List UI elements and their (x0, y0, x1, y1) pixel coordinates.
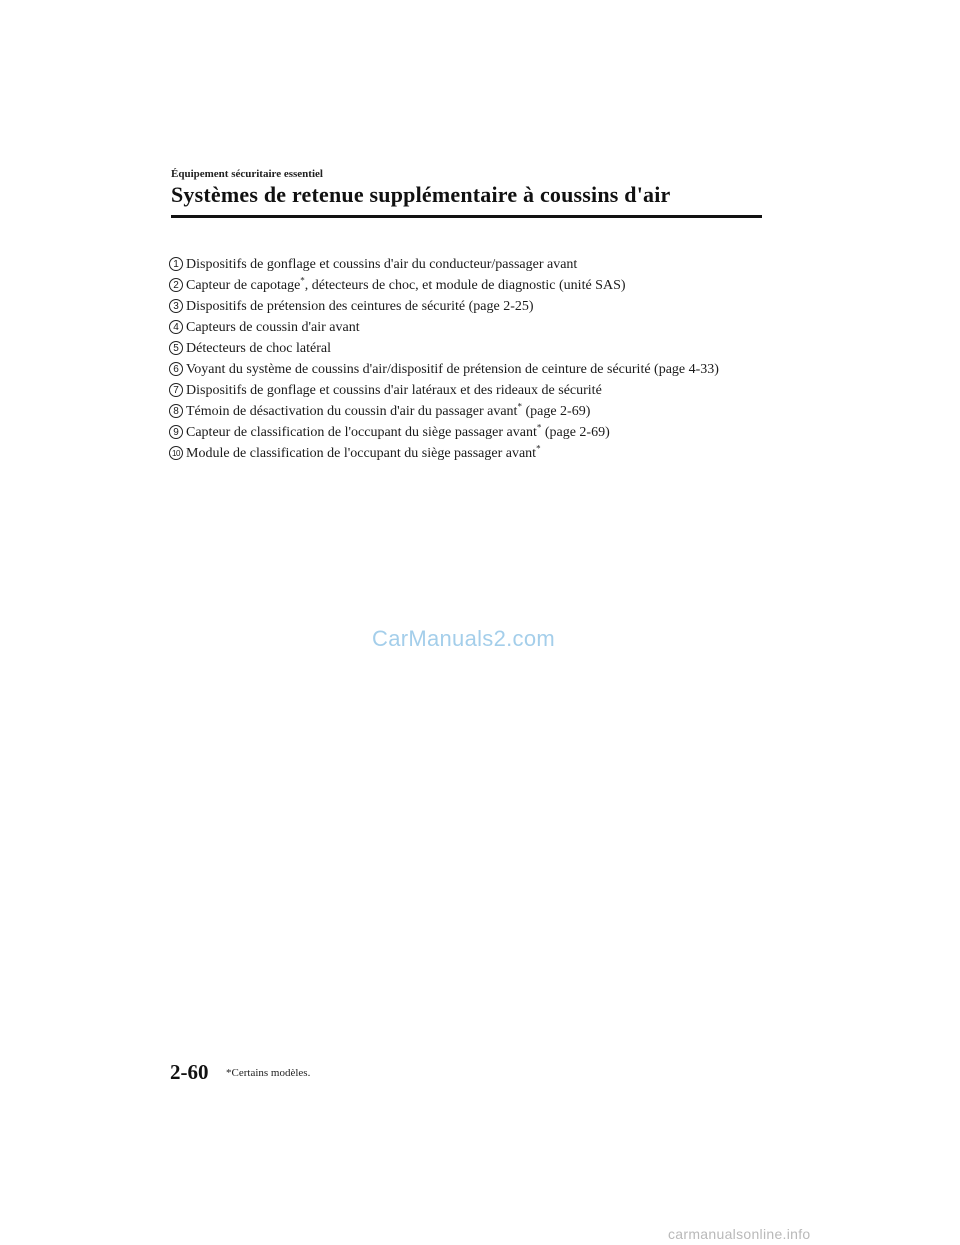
legend-item (169, 297, 764, 316)
circled-number-icon: 8 (169, 404, 183, 418)
watermark: CarManuals2.com (372, 626, 556, 651)
asterisk: * (536, 443, 541, 454)
legend-item (169, 381, 764, 400)
circled-number-icon: 4 (169, 320, 183, 334)
legend-item (169, 318, 764, 337)
legend-item (169, 276, 764, 295)
circled-number-icon: 5 (169, 341, 183, 355)
legend-item (169, 360, 764, 379)
legend-item (169, 423, 764, 442)
legend-text: Capteurs de coussin d'air avant (186, 320, 360, 335)
legend-item (169, 255, 764, 274)
legend-list (169, 255, 764, 465)
legend-text: Détecteurs de choc latéral (186, 341, 331, 356)
legend-text: Dispositifs de gonflage et coussins d'air latéraux et des rideaux de sécurité (186, 383, 602, 398)
legend-suffix: , détecteurs de choc, et module de diagnostic (unité SAS) (304, 278, 626, 293)
title-rule (171, 215, 762, 218)
legend-text: Dispositifs de gonflage et coussins d'air du conducteur/passager avant (186, 257, 578, 272)
circled-number-icon: 7 (169, 383, 183, 397)
section-label: Équipement sécuritaire essentiel (171, 168, 323, 180)
legend-suffix: (page 2-69) (521, 404, 591, 419)
page-number: 2-60 (170, 1060, 209, 1084)
asterisk: * (300, 275, 305, 286)
footnote: *Certains modèles. (226, 1067, 311, 1079)
legend-item (169, 444, 764, 463)
legend-suffix: (page 2-69) (541, 425, 610, 440)
legend-text: Voyant du système de coussins d'air/dispositif de prétension de ceinture de sécurité (page 4-33) (186, 362, 719, 377)
asterisk: * (536, 422, 542, 433)
circled-number-icon: 9 (169, 425, 183, 439)
page-title: Systèmes de retenue supplémentaire à coussins d'air (171, 182, 671, 207)
legend-text: Capteur de classification de l'occupant du siège passager avant (186, 425, 537, 440)
circled-number-icon: 6 (169, 362, 183, 376)
circled-number-icon: 10 (169, 446, 183, 460)
legend-item (169, 402, 764, 421)
legend-text: Dispositifs de prétension des ceintures de sécurité (page 2-25) (186, 299, 534, 314)
legend-text: Module de classification de l'occupant du siège passager avant (186, 446, 537, 461)
legend-item (169, 339, 764, 358)
circled-number-icon: 1 (169, 257, 183, 271)
circled-number-icon: 3 (169, 299, 183, 313)
legend-text: Témoin de désactivation du coussin d'air du passager avant (186, 404, 518, 419)
asterisk: * (517, 401, 522, 412)
footer-site-watermark: carmanualsonline.info (668, 1226, 811, 1242)
legend-text: Capteur de capotage (186, 278, 301, 293)
circled-number-icon: 2 (169, 278, 183, 292)
